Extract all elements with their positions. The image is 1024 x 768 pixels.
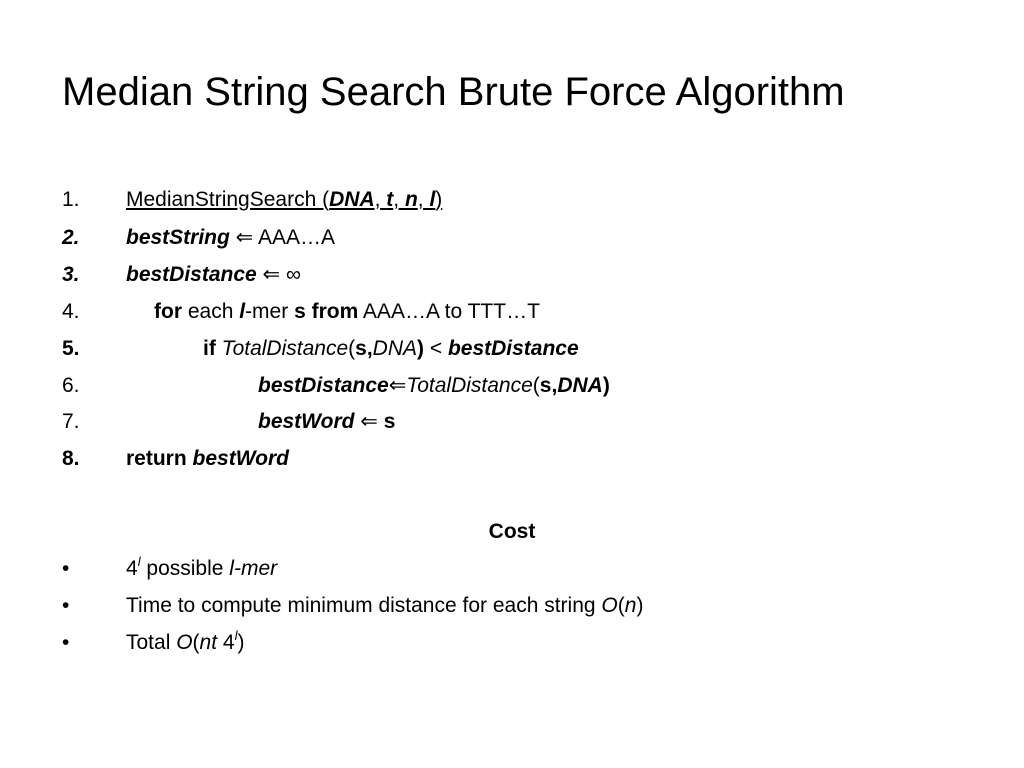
line-number: 4.	[62, 300, 80, 323]
assign-arrow-icon: ⇐	[256, 263, 286, 286]
assign-arrow-icon: ⇐	[354, 410, 384, 433]
slide-title: Median String Search Brute Force Algorithm	[62, 70, 845, 114]
line-number: 8.	[62, 447, 80, 470]
line-number: 2.	[62, 226, 80, 249]
line-number: 7.	[62, 410, 80, 433]
line-number: 3.	[62, 263, 80, 286]
line-number: 5.	[62, 337, 80, 360]
cost-heading: Cost	[488, 520, 536, 543]
bullet-icon: •	[62, 557, 70, 580]
infinity-symbol: ∞	[285, 263, 301, 286]
line-number: 6.	[62, 374, 80, 397]
line-number: 1.	[62, 188, 80, 211]
variable: bestDistance	[126, 263, 257, 286]
bullet-icon: •	[62, 594, 70, 617]
bullet-icon: •	[62, 631, 70, 654]
assign-arrow-icon: ⇐	[229, 226, 258, 249]
function-signature: MedianStringSearch (DNA, t, n, l)	[126, 188, 443, 211]
assign-arrow-icon: ⇐	[388, 374, 407, 397]
variable: bestString	[126, 226, 230, 249]
